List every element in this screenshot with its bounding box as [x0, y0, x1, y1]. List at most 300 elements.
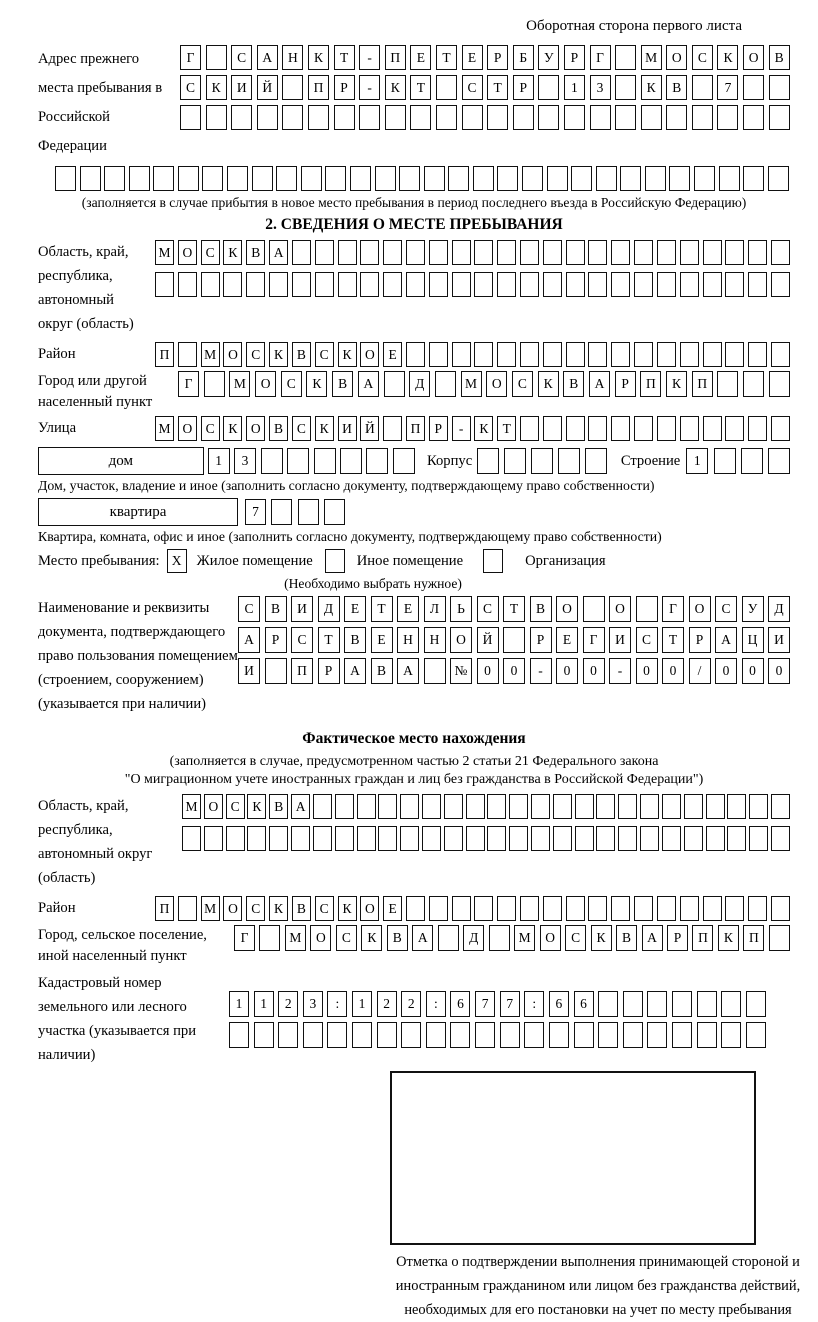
- char-cell: В: [269, 416, 288, 441]
- char-cell: [680, 272, 699, 297]
- district-label: Район: [38, 346, 76, 362]
- char-cell: [313, 826, 332, 851]
- char-cell: [703, 896, 722, 921]
- char-cell: А: [291, 794, 310, 819]
- char-cell: [429, 896, 448, 921]
- char-cell: [543, 342, 562, 367]
- char-cell: Й: [477, 627, 499, 653]
- option-other-premises-label: Иное помещение: [356, 552, 464, 569]
- char-cell: К: [315, 416, 334, 441]
- char-cell: [424, 166, 445, 191]
- char-row: [180, 75, 790, 100]
- char-cell: [636, 596, 658, 622]
- char-cell: [531, 448, 553, 474]
- char-row: [182, 826, 790, 851]
- char-row: [155, 240, 790, 265]
- char-cell: М: [201, 896, 220, 921]
- char-cell: [697, 1022, 717, 1048]
- char-cell: [231, 105, 252, 130]
- char-cell: [684, 826, 703, 851]
- char-cell: [531, 826, 550, 851]
- char-cell: П: [155, 896, 174, 921]
- char-cell: Р: [689, 627, 711, 653]
- stay-type-hint: (Необходимо выбрать нужное): [284, 576, 462, 591]
- char-cell: [574, 1022, 594, 1048]
- char-cell: О: [360, 896, 379, 921]
- char-cell: К: [718, 925, 739, 951]
- char-cell: О: [255, 371, 276, 397]
- actual-location-caption-1: (заполняется в случае, предусмотренном частью 2 статьи 21 Федерального закона: [169, 754, 659, 769]
- char-cell: [558, 448, 580, 474]
- char-cell: [202, 166, 223, 191]
- char-cell: [769, 925, 790, 951]
- char-cell: О: [450, 627, 472, 653]
- char-cell: [452, 272, 471, 297]
- char-cell: Р: [318, 658, 340, 684]
- char-cell: [315, 240, 334, 265]
- char-row: [180, 45, 790, 70]
- char-cell: В: [332, 371, 353, 397]
- char-cell: Е: [383, 896, 402, 921]
- char-cell: О: [666, 45, 687, 70]
- char-cell: [206, 105, 227, 130]
- char-cell: 0: [768, 658, 790, 684]
- char-cell: [641, 105, 662, 130]
- char-cell: [672, 1022, 692, 1048]
- char-cell: [717, 371, 738, 397]
- char-cell: [520, 240, 539, 265]
- char-cell: [543, 240, 562, 265]
- char-cell: [634, 272, 653, 297]
- char-cell: [743, 105, 764, 130]
- city-field: [38, 371, 790, 413]
- char-cell: Д: [318, 596, 340, 622]
- char-cell: [669, 166, 690, 191]
- char-cell: 3: [590, 75, 611, 100]
- char-cell: [155, 272, 174, 297]
- char-cell: В: [563, 371, 584, 397]
- char-cell: [771, 272, 790, 297]
- char-cell: 0: [556, 658, 578, 684]
- char-cell: О: [204, 794, 223, 819]
- char-cell: [327, 1022, 347, 1048]
- char-cell: [462, 105, 483, 130]
- char-cell: 1: [229, 991, 249, 1017]
- char-cell: [313, 794, 332, 819]
- char-cell: Р: [429, 416, 448, 441]
- char-cell: [725, 342, 744, 367]
- char-row: [686, 448, 790, 474]
- char-cell: [474, 342, 493, 367]
- char-cell: 1: [208, 448, 230, 474]
- char-cell: М: [155, 240, 174, 265]
- char-cell: [748, 342, 767, 367]
- char-cell: -: [609, 658, 631, 684]
- char-cell: [746, 1022, 766, 1048]
- char-cell: [596, 166, 617, 191]
- char-cell: [340, 448, 362, 474]
- region-label: Область, край, республика, автономный округ (область): [38, 244, 134, 332]
- char-cell: [400, 826, 419, 851]
- char-cell: К: [338, 342, 357, 367]
- char-cell: 7: [245, 499, 266, 525]
- char-row: [238, 596, 790, 622]
- char-cell: [383, 416, 402, 441]
- char-cell: Р: [487, 45, 508, 70]
- char-cell: [406, 272, 425, 297]
- char-cell: 7: [717, 75, 738, 100]
- char-cell: [292, 272, 311, 297]
- char-cell: [474, 896, 493, 921]
- char-row: [155, 272, 790, 297]
- char-cell: [444, 794, 463, 819]
- char-cell: [497, 272, 516, 297]
- district-field: [38, 342, 790, 367]
- char-cell: [598, 991, 618, 1017]
- char-cell: [520, 272, 539, 297]
- char-cell: [178, 166, 199, 191]
- house-row: [38, 447, 790, 475]
- char-cell: С: [315, 896, 334, 921]
- char-row: [477, 448, 607, 474]
- char-cell: [292, 240, 311, 265]
- char-cell: [298, 499, 319, 525]
- char-cell: К: [269, 342, 288, 367]
- char-cell: С: [336, 925, 357, 951]
- char-cell: 6: [549, 991, 569, 1017]
- document-grid: [238, 596, 790, 684]
- char-cell: [254, 1022, 274, 1048]
- char-cell: [662, 826, 681, 851]
- char-cell: [335, 794, 354, 819]
- region-field: [38, 240, 790, 336]
- char-cell: 2: [401, 991, 421, 1017]
- char-cell: С: [238, 596, 260, 622]
- char-cell: С: [477, 596, 499, 622]
- char-cell: Е: [397, 596, 419, 622]
- char-cell: [182, 826, 201, 851]
- char-cell: Т: [436, 45, 457, 70]
- char-cell: [325, 166, 346, 191]
- char-cell: [590, 105, 611, 130]
- char-cell: О: [743, 45, 764, 70]
- char-row: [182, 794, 790, 819]
- char-cell: П: [385, 45, 406, 70]
- char-cell: О: [310, 925, 331, 951]
- actual-city-field: [38, 925, 790, 967]
- previous-address-caption: (заполняется в случае прибытия в новое место пребывания в период последнего въезда в Российскую Федерацию): [81, 195, 747, 210]
- char-cell: [452, 240, 471, 265]
- char-cell: [422, 794, 441, 819]
- char-cell: В: [616, 925, 637, 951]
- char-cell: Н: [397, 627, 419, 653]
- char-cell: В: [371, 658, 393, 684]
- char-cell: [223, 272, 242, 297]
- char-cell: [282, 105, 303, 130]
- char-cell: [438, 925, 459, 951]
- char-cell: [771, 342, 790, 367]
- char-cell: :: [327, 991, 347, 1017]
- house-box-label: дом: [38, 447, 204, 475]
- char-cell: [450, 1022, 470, 1048]
- char-cell: С: [246, 342, 265, 367]
- char-row: [238, 658, 790, 684]
- char-cell: Т: [410, 75, 431, 100]
- char-cell: [497, 342, 516, 367]
- char-cell: [703, 240, 722, 265]
- checkbox-organization: [483, 549, 503, 573]
- char-cell: О: [540, 925, 561, 951]
- char-cell: [497, 166, 518, 191]
- char-cell: [634, 240, 653, 265]
- char-cell: [657, 342, 676, 367]
- char-cell: [206, 45, 227, 70]
- char-cell: К: [717, 45, 738, 70]
- char-cell: [596, 826, 615, 851]
- char-cell: О: [609, 596, 631, 622]
- apartment-caption: Квартира, комната, офис и иное (заполнить согласно документу, подтверждающему право собственности): [38, 529, 662, 544]
- char-cell: [524, 1022, 544, 1048]
- char-cell: [566, 896, 585, 921]
- char-cell: [424, 658, 446, 684]
- char-cell: В: [530, 596, 552, 622]
- char-cell: [410, 105, 431, 130]
- char-cell: К: [361, 925, 382, 951]
- char-cell: [178, 342, 197, 367]
- char-cell: А: [397, 658, 419, 684]
- char-cell: Г: [180, 45, 201, 70]
- char-cell: Б: [513, 45, 534, 70]
- char-cell: [725, 240, 744, 265]
- char-cell: [543, 272, 562, 297]
- char-cell: [378, 826, 397, 851]
- char-cell: П: [692, 925, 713, 951]
- char-cell: [531, 794, 550, 819]
- stay-type-row: [38, 549, 790, 573]
- char-cell: [180, 105, 201, 130]
- char-cell: М: [155, 416, 174, 441]
- char-cell: Ц: [742, 627, 764, 653]
- char-cell: С: [281, 371, 302, 397]
- char-row: [55, 166, 789, 191]
- char-cell: С: [315, 342, 334, 367]
- char-cell: [384, 371, 405, 397]
- char-cell: [357, 794, 376, 819]
- char-cell: В: [265, 596, 287, 622]
- char-cell: О: [178, 416, 197, 441]
- char-cell: Е: [371, 627, 393, 653]
- char-cell: С: [226, 794, 245, 819]
- char-cell: А: [412, 925, 433, 951]
- char-cell: [474, 272, 493, 297]
- checkbox-other-premises: [325, 549, 345, 573]
- char-cell: 1: [686, 448, 708, 474]
- char-cell: [706, 794, 725, 819]
- char-cell: [703, 416, 722, 441]
- char-cell: К: [306, 371, 327, 397]
- char-cell: К: [591, 925, 612, 951]
- char-cell: [429, 272, 448, 297]
- char-cell: [350, 166, 371, 191]
- char-cell: [657, 272, 676, 297]
- char-cell: [377, 1022, 397, 1048]
- char-cell: С: [231, 45, 252, 70]
- char-cell: [615, 75, 636, 100]
- char-cell: [487, 794, 506, 819]
- actual-district-field: [38, 896, 790, 921]
- actual-city-label: Город, сельское поселение, иной населенный пункт: [38, 927, 207, 964]
- char-cell: О: [178, 240, 197, 265]
- actual-region-grid: [182, 794, 790, 851]
- actual-district-label: Район: [38, 900, 76, 916]
- char-cell: С: [292, 416, 311, 441]
- char-cell: И: [609, 627, 631, 653]
- char-row: [155, 342, 790, 367]
- char-cell: [104, 166, 125, 191]
- char-cell: [769, 75, 790, 100]
- char-cell: И: [768, 627, 790, 653]
- char-cell: [692, 75, 713, 100]
- char-cell: Ь: [450, 596, 472, 622]
- char-cell: [129, 166, 150, 191]
- char-cell: [474, 240, 493, 265]
- char-cell: [406, 342, 425, 367]
- char-cell: [178, 272, 197, 297]
- char-cell: [645, 166, 666, 191]
- char-cell: Д: [768, 596, 790, 622]
- char-cell: 3: [234, 448, 256, 474]
- char-cell: [634, 416, 653, 441]
- char-cell: 0: [662, 658, 684, 684]
- char-cell: [422, 826, 441, 851]
- char-cell: [201, 272, 220, 297]
- char-cell: [429, 342, 448, 367]
- char-cell: К: [308, 45, 329, 70]
- char-cell: С: [291, 627, 313, 653]
- char-row: [234, 925, 790, 951]
- char-cell: [475, 1022, 495, 1048]
- char-cell: [375, 166, 396, 191]
- char-row: [180, 105, 790, 130]
- char-cell: [703, 272, 722, 297]
- char-cell: Л: [424, 596, 446, 622]
- char-cell: [426, 1022, 446, 1048]
- char-cell: [666, 105, 687, 130]
- char-cell: [259, 925, 280, 951]
- char-cell: [588, 896, 607, 921]
- char-cell: [611, 272, 630, 297]
- char-cell: Р: [530, 627, 552, 653]
- char-cell: Г: [178, 371, 199, 397]
- char-cell: [743, 166, 764, 191]
- char-cell: [596, 794, 615, 819]
- char-cell: [504, 448, 526, 474]
- char-cell: [697, 991, 717, 1017]
- char-cell: [473, 166, 494, 191]
- char-cell: [226, 826, 245, 851]
- checkbox-residential: X: [167, 549, 187, 573]
- char-cell: [748, 272, 767, 297]
- char-cell: [543, 896, 562, 921]
- char-cell: О: [556, 596, 578, 622]
- actual-location-caption-2: "О миграционном учете иностранных граждан и лиц без гражданства в Российской Федерации"): [124, 772, 704, 787]
- char-cell: [359, 105, 380, 130]
- char-cell: [769, 105, 790, 130]
- char-cell: М: [285, 925, 306, 951]
- char-cell: [229, 1022, 249, 1048]
- char-cell: Е: [383, 342, 402, 367]
- char-cell: В: [387, 925, 408, 951]
- char-cell: Е: [344, 596, 366, 622]
- char-cell: [269, 272, 288, 297]
- char-cell: [497, 240, 516, 265]
- char-cell: [153, 166, 174, 191]
- char-cell: [520, 416, 539, 441]
- char-cell: Г: [234, 925, 255, 951]
- char-cell: А: [589, 371, 610, 397]
- char-cell: [623, 991, 643, 1017]
- char-cell: [634, 342, 653, 367]
- char-cell: 1: [352, 991, 372, 1017]
- char-cell: [725, 896, 744, 921]
- char-cell: [247, 826, 266, 851]
- char-cell: Т: [318, 627, 340, 653]
- char-row: [229, 991, 766, 1017]
- char-cell: [743, 75, 764, 100]
- char-cell: -: [452, 416, 471, 441]
- apartment-box-label: квартира: [38, 498, 238, 526]
- char-cell: И: [231, 75, 252, 100]
- char-cell: [566, 240, 585, 265]
- char-cell: [703, 342, 722, 367]
- char-cell: [725, 272, 744, 297]
- option-residential-label: Жилое помещение: [196, 552, 313, 569]
- char-cell: Г: [590, 45, 611, 70]
- char-cell: В: [666, 75, 687, 100]
- char-cell: [680, 896, 699, 921]
- char-cell: [383, 240, 402, 265]
- char-cell: [489, 925, 510, 951]
- char-cell: [725, 416, 744, 441]
- char-cell: -: [530, 658, 552, 684]
- char-cell: [444, 826, 463, 851]
- char-cell: [549, 1022, 569, 1048]
- char-cell: И: [291, 596, 313, 622]
- char-cell: [385, 105, 406, 130]
- char-cell: [647, 1022, 667, 1048]
- char-cell: [513, 105, 534, 130]
- char-cell: Т: [334, 45, 355, 70]
- char-cell: О: [689, 596, 711, 622]
- char-cell: Й: [360, 416, 379, 441]
- char-cell: [246, 272, 265, 297]
- char-cell: О: [223, 342, 242, 367]
- char-cell: [204, 826, 223, 851]
- char-cell: У: [538, 45, 559, 70]
- char-cell: С: [692, 45, 713, 70]
- char-cell: [746, 991, 766, 1017]
- char-cell: В: [344, 627, 366, 653]
- char-cell: [257, 105, 278, 130]
- char-cell: 0: [583, 658, 605, 684]
- previous-address-grid: [180, 45, 790, 130]
- char-cell: П: [743, 925, 764, 951]
- char-cell: [538, 75, 559, 100]
- char-cell: М: [461, 371, 482, 397]
- char-cell: [314, 448, 336, 474]
- char-cell: [366, 448, 388, 474]
- char-cell: П: [692, 371, 713, 397]
